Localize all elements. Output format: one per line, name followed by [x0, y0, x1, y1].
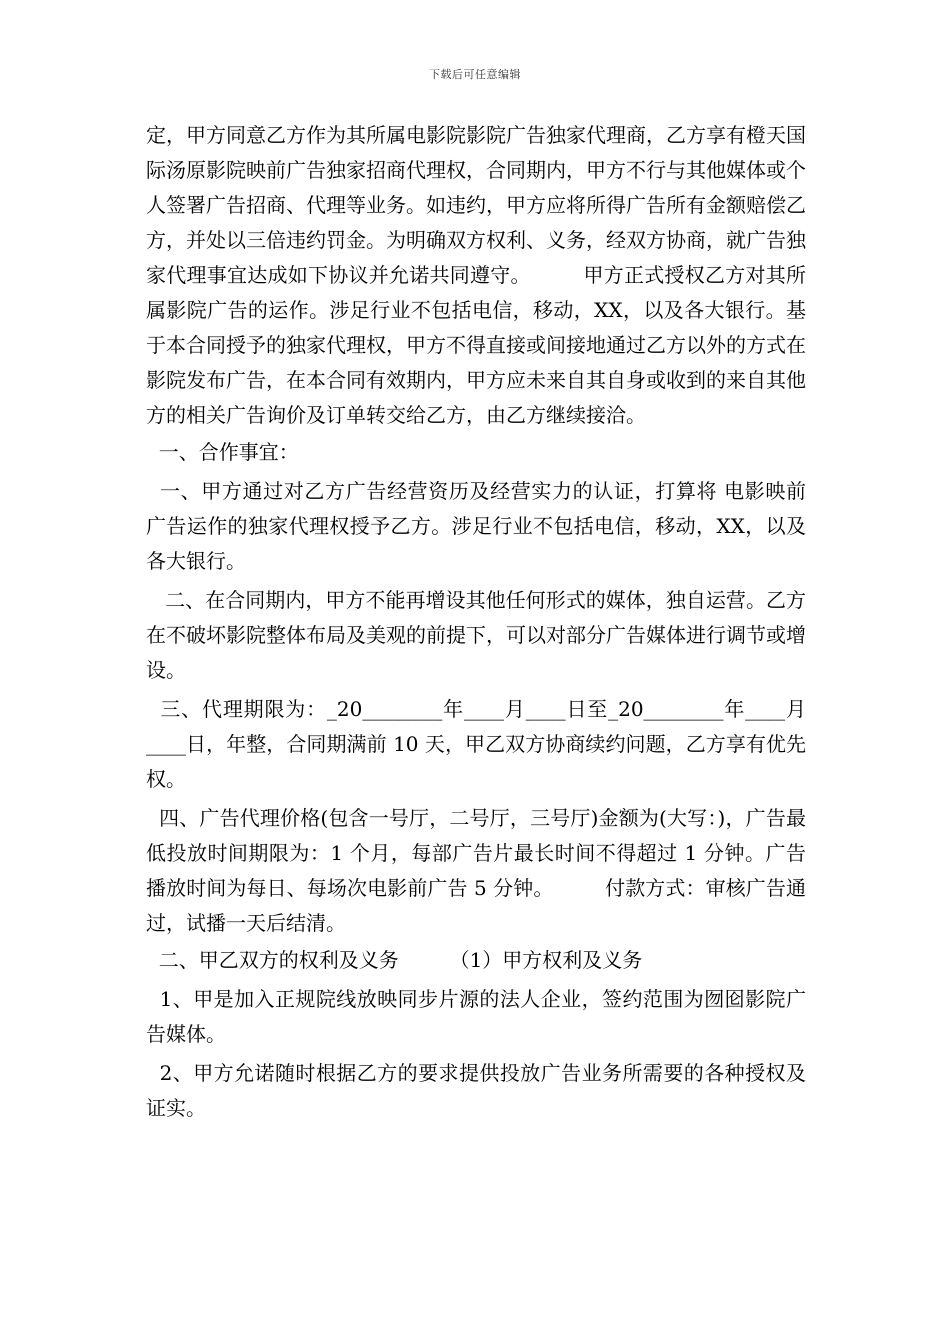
paragraph-authorization: 定，甲方同意乙方作为其所属电影院影院广告独家代理商，乙方享有橙天国际汤原影院映前广告独家招商代理权，合同期内，甲方不行与其他媒体或个人签署广告招商、代理等业务。如违约，甲方应将所得广告所有金额赔偿乙方，并处以三倍违约罚金。为明确双方权利、义务，经双方协商，就广告独家代理事宜达成如下协议并允诺共同遵守。 甲方正式授权乙方对其所属影院广告的运作。涉足行业不包括电信，移动，XX，以及各大银行。基于本合同授予的独家代理权，甲方不得直接或间接地通过乙方以外的方式在影院发布广告，在本合同有效期内，甲方应未来自其自身或收到的来自其他方的相关广告询价及订单转交给乙方，由乙方继续接洽。 — [146, 123, 806, 427]
document-body — [146, 118, 813, 1126]
section-heading-cooperation: 一、合作事宜： — [146, 440, 299, 464]
clause-agency-term: 三、代理期限为：_20________年____月____日至_20________年____月____日，年整，合同期满前 10 天，甲乙双方协商续约问题，乙方享有优先权。 — [146, 697, 806, 791]
clause-party-a-legal-entity: 1、甲是加入正规院线放映同步片源的法人企业，签约范围为囫囵影院广告媒体。 — [146, 987, 806, 1046]
clause-party-a-authorization: 2、甲方允诺随时根据乙方的要求提供投放广告业务所需要的各种授权及证实。 — [146, 1061, 806, 1120]
clause-no-new-media: 二、在合同期内，甲方不能再增设其他任何形式的媒体，独自运营。乙方在不破坏影院整体布局及美观的前提下，可以对部分广告媒体进行调节或增设。 — [146, 588, 806, 682]
page-header: 下载后可任意编辑 — [429, 68, 521, 81]
section-heading-rights: 二、甲乙双方的权利及义务 （1）甲方权利及义务 — [146, 948, 643, 972]
clause-exclusive-agency: 一、甲方通过对乙方广告经营资历及经营实力的认证，打算将 电影映前 广告运作的独家代理权授予乙方。涉足行业不包括电信，移动，XX，以及各大银行。 — [146, 479, 813, 573]
clause-agency-price: 四、广告代理价格(包含一号厅，二号厅，三号厅)金额为(大写：)，广告最低投放时间期限为：1 个月，每部广告片最长时间不得超过 1 分钟。广告播放时间为每日、每场次电影前广告 5 分钟。 付款方式：审核广告通过，试播一天后结清。 — [146, 806, 806, 935]
